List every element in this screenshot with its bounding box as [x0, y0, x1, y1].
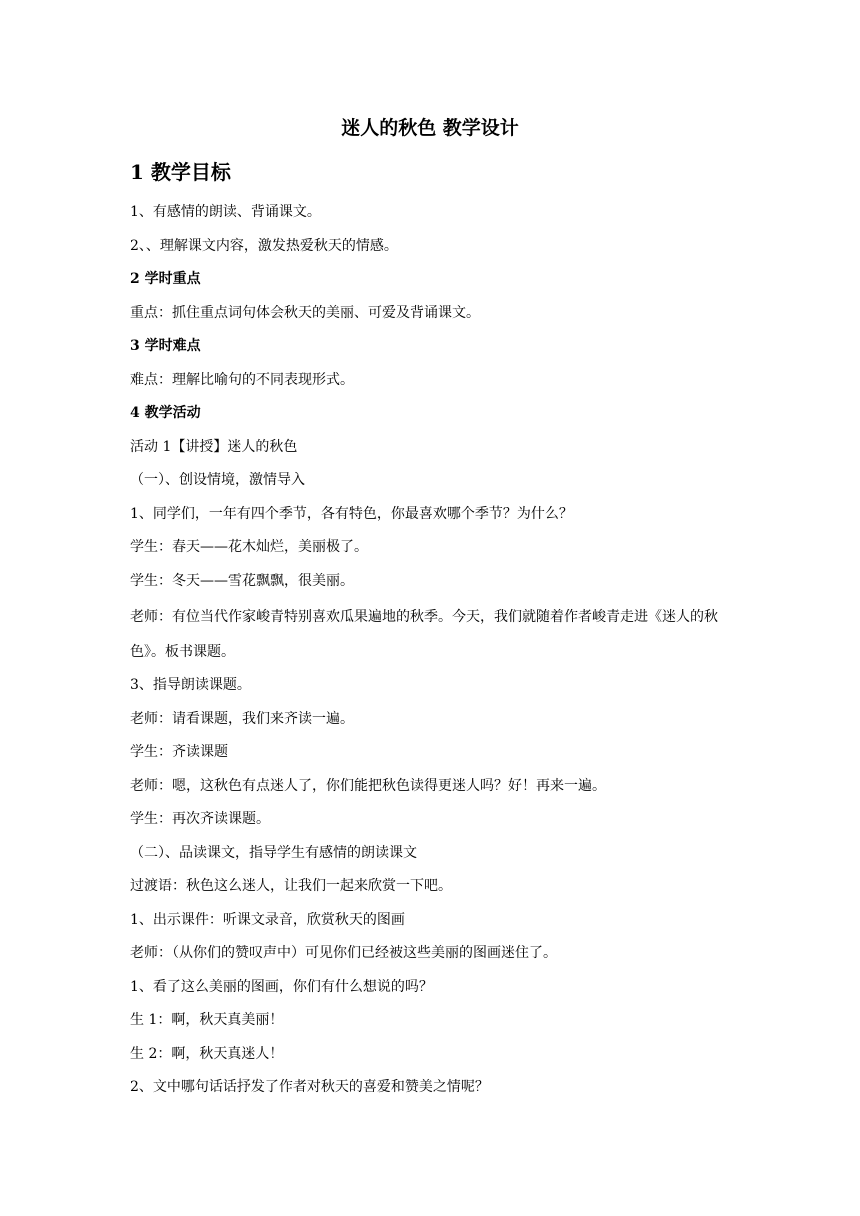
- teacher-paragraph: 老师：有位当代作家峻青特别喜欢瓜果遍地的秋季。今天，我们就随着作者峻青走进《迷人的秋色》。板书课题。: [130, 609, 718, 660]
- goal-item: 2、、理解课文内容，激发热爱秋天的情感。: [130, 237, 398, 254]
- activity-line: 生 1：啊，秋天真美丽！: [130, 1012, 284, 1028]
- section-heading-teaching-goals: 1 教学目标: [130, 160, 231, 184]
- activity-line: 3、指导朗读课题。: [130, 677, 251, 693]
- section-heading-difficulty: 3 学时难点: [130, 338, 201, 354]
- activity-line: 学生：春天——花木灿烂，美丽极了。: [130, 539, 368, 555]
- activity-line: 1、看了这么美丽的图画，你们有什么想说的吗？: [130, 978, 433, 995]
- activity-line: 1、出示课件：听课文录音，欣赏秋天的图画: [130, 911, 405, 928]
- document-title: 迷人的秋色 教学设计: [341, 117, 519, 139]
- activity-line: （二）、品读课文，指导学生有感情的朗读课文: [130, 844, 417, 861]
- activity-line: 2、文中哪句话话抒发了作者对秋天的喜爱和赞美之情呢？: [130, 1079, 489, 1095]
- section-heading-focus: 2 学时重点: [130, 271, 201, 287]
- activity-line: 老师：（从你们的赞叹声中）可见你们已经被这些美丽的图画迷住了。: [130, 945, 557, 961]
- activity-line: 学生：齐读课题: [130, 744, 228, 760]
- content-block-bottom: [130, 669, 606, 1105]
- activity-line: 学生：再次齐读课题。: [130, 811, 270, 827]
- content-block-top: [130, 196, 573, 598]
- activity-line: 活动 1【讲授】迷人的秋色: [130, 438, 298, 455]
- activity-line: 老师：嗯，这秋色有点迷人了，你们能把秋色读得更迷人吗？好！再来一遍。: [130, 777, 606, 794]
- activity-line: 老师：请看课题，我们来齐读一遍。: [130, 710, 354, 727]
- activity-line: 学生：冬天——雪花飘飘，很美丽。: [130, 572, 354, 589]
- teacher-paragraph-block: [130, 600, 740, 669]
- activity-line: （一）、创设情境，激情导入: [130, 472, 305, 488]
- activity-line: 过渡语：秋色这么迷人，让我们一起来欣赏一下吧。: [130, 878, 452, 894]
- difficulty-text: 难点：理解比喻句的不同表现形式。: [130, 371, 354, 388]
- activity-line: 生 2：啊，秋天真迷人！: [130, 1045, 284, 1062]
- activity-line: 1、同学们，一年有四个季节，各有特色，你最喜欢哪个季节？为什么？: [130, 505, 573, 522]
- focus-text: 重点：抓住重点词句体会秋天的美丽、可爱及背诵课文。: [130, 304, 480, 321]
- goal-item: 1、有感情的朗读、背诵课文。: [130, 204, 321, 220]
- section-heading-activities: 4 教学活动: [130, 405, 201, 421]
